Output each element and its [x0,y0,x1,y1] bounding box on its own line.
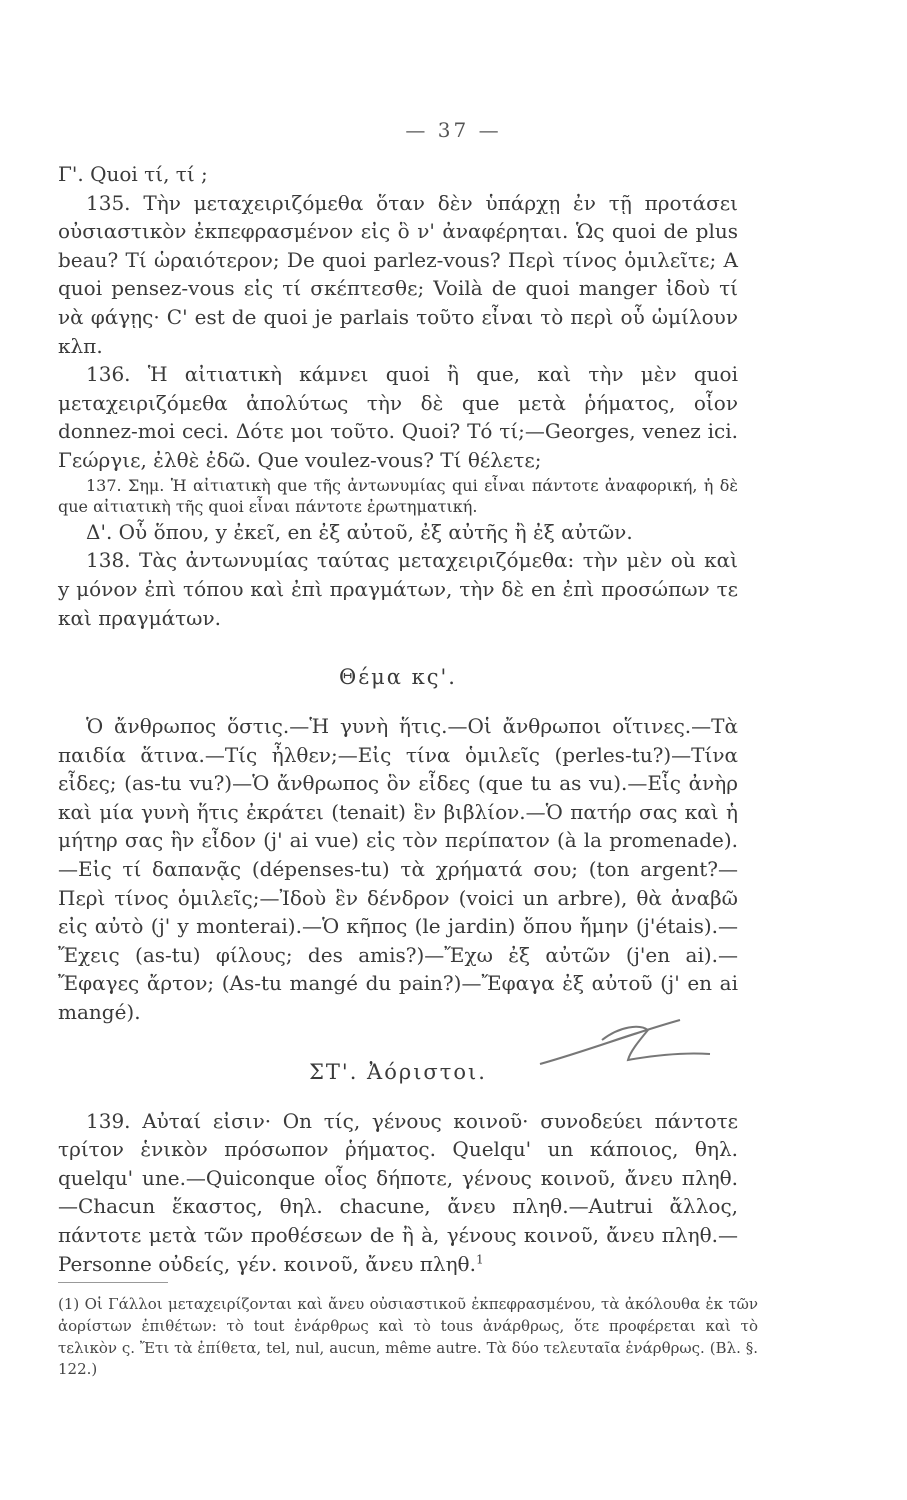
paragraph-137-note: 137. Σημ. Ἡ αἰτιατικὴ que τῆς ἀντωνυμίας qui εἶναι πάντοτε ἀναφορική, ἡ δὲ que αἰτιατικὴ τῆς quoi εἶναι πάντοτε ἐρωτηματική. [58,475,738,517]
paragraph-135: 135. Τὴν μεταχειριζόμεθα ὅταν δὲν ὑπάρχῃ ἐν τῇ προτάσει οὐσιαστικὸν ἐκπεφρασμένον εἰς ὃ ν' ἀναφέρηται. Ὡς quoi de plus beau? Τί ὡραιότερον; De quoi parlez-vous? Περὶ τίνος ὁμιλεῖτε; A quoi pensez-vous εἰς τί σκέπτεσθε; Voilà de quoi manger ἰδοὺ τί νὰ φάγῃς· C' est de quoi je parlais τοῦτο εἶναι τὸ περὶ οὗ ὡμίλουν κλπ. [58,190,738,358]
section-heading-aoristoi: ΣΤ'. Ἀόριστοι. [309,1059,487,1084]
paragraph-138: 138. Τὰς ἀντωνυμίας ταύτας μεταχειριζόμεθα: τὴν μὲν où καὶ y μόνον ἐπὶ τόπου καὶ ἐπὶ πραγμάτων, τὴν δὲ en ἐπὶ προσώπων τε καὶ πραγμάτων. [58,548,738,630]
page-number: — 37 — [405,118,502,142]
footnote: (1) Οἱ Γάλλοι μεταχειρίζονται καὶ ἄνευ οὐσιαστικοῦ ἐκπεφρασμένου, τὰ ἀκόλουθα ἐκ τῶν ἀορίστων ἐπιθέτων: τὸ tout ἐνάρθρως καὶ τὸ tous ἀνάρθρως, ὅτε προφέρεται καὶ τὸ τελικὸν ς. Ἔτι τὰ ἐπίθετα, tel, nul, aucun, même autre. Τὰ δύο τελευταῖα ἐνάρθρως. (Βλ. §. 122.) [58,1295,758,1379]
footnote-marker: 1 [475,1251,484,1266]
paragraph-136: 136. Ἡ αἰτιατικὴ κάμνει quoi ἢ que, καὶ τὴν μὲν quoi μεταχειριζόμεθα ἀπολύτως τὴν δὲ que μετὰ ῥήματος, οἷον donnez-moi ceci. Δότε μοι τοῦτο. Quoi? Τό τί;—Georges, venez ici. Γεώργιε, ἐλθὲ ἐδῶ. Que voulez-vous? Τί θέλετε; [58,362,738,472]
section-gamma-heading: Γ'. Quoi τί, τί ; [58,162,208,186]
section-delta-heading: Δ'. Οὗ ὅπου, y ἐκεῖ, en ἐξ αὐτοῦ, ἐξ αὐτῆς ἢ ἐξ αὐτῶν. [86,519,633,544]
page-body [58,112,738,1278]
paragraph-139 [58,1107,738,1279]
handwritten-signature [530,1012,720,1072]
footnote-rule [58,1282,168,1283]
paragraph-139-text: 139. Αὐταί εἰσιν· On τίς, γένους κοινοῦ· συνοδεύει πάντοτε τρίτον ἑνικὸν πρόσωπον ῥήματος. Quelqu' un κάποιος, θηλ. quelqu' une.—Quiconque οἷος δήποτε, γένους κοινοῦ, ἄνευ πληθ.—Chacun ἕκαστος, θηλ. chacune, ἄνευ πληθ.—Autrui ἄλλος, πάντοτε μετὰ τῶν προθέσεων de ἢ à, γένους κοινοῦ, ἄνευ πληθ.—Personne οὐδείς, γέν. κοινοῦ, ἄνευ πληθ. [58,1108,738,1276]
exercise-heading-text: Θέμα κς'. [339,665,457,690]
exercise-text: Ὁ ἄνθρωπος ὅστις.—Ἡ γυνὴ ἥτις.—Οἱ ἄνθρωποι οἵτινες.—Τὰ παιδία ἅτινα.—Τίς ἦλθεν;—Εἰς τίνα ὁμιλεῖς (perles-tu?)—Τίνα εἶδες; (as-tu vu?)—Ὁ ἄνθρωπος ὃν εἶδες (que tu as vu).—Εἷς ἀνὴρ καὶ μία γυνὴ ἥτις ἐκράτει (tenait) ἓν βιβλίον.—Ὁ πατήρ σας καὶ ἡ μήτηρ σας ἣν εἶδον (j' ai vue) εἰς τὸν περίπατον (à la promenade).—Εἰς τί δαπανᾷς (dépenses-tu) τὰ χρήματά σου; (ton argent?—Περὶ τίνος ὁμιλεῖς;—Ἰδοὺ ἓν δένδρον (voici un arbre), θὰ ἀναβῶ εἰς αὐτὸ (j' y monterai).—Ὁ κῆπος (le jardin) ὅπου ἤμην (j'étais).—Ἔχεις (as-tu) φίλους; des amis?)—Ἔχω ἐξ αὐτῶν (j'en ai).—Ἔφαγες ἄρτον; (As-tu mangé du pain?)—Ἔφαγα ἐξ αὐτοῦ (j' en ai mangé). [58,714,738,1025]
exercise-heading [58,662,738,692]
